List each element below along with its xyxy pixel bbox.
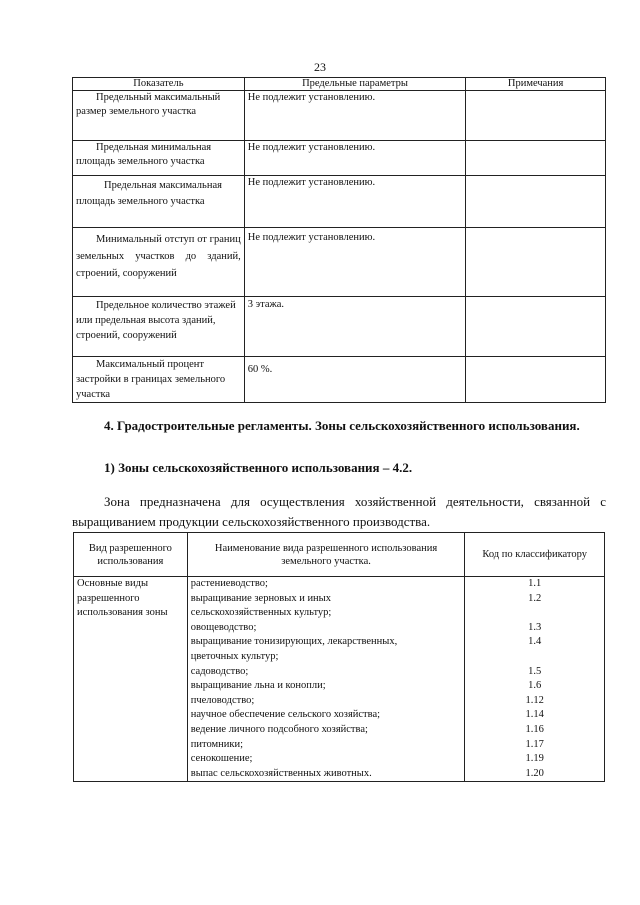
value-cell: 60 %.: [244, 357, 466, 403]
list-item: цветочных культур;: [190, 650, 279, 662]
list-item: выращивание льна и конопли;: [190, 680, 326, 692]
classifier-code: 1.5: [528, 665, 542, 677]
table-row: [73, 228, 606, 297]
indicator-cell: Предельное количество этажей или предельная высота зданий, строений, сооружений: [73, 297, 245, 357]
list-item: выпас сельскохозяйственных животных.: [190, 767, 372, 779]
parameters-table: [72, 77, 606, 403]
header-classifier-code: Код по классификатору: [465, 533, 605, 577]
indicator-cell: Предельный максимальный размер земельного участка: [73, 91, 245, 141]
classifier-code: 1.19: [525, 753, 544, 765]
classifier-code: 1.12: [525, 694, 544, 706]
value-cell: Не подлежит установлению.: [244, 228, 466, 297]
list-item: овощеводство;: [190, 621, 257, 633]
subsection-heading: 1) Зоны сельскохозяйственного использования – 4.2.: [104, 460, 413, 475]
table-row: [73, 141, 606, 176]
classifier-code: 1.6: [528, 680, 542, 692]
note-cell: [466, 297, 606, 357]
header-notes: Примечания: [466, 78, 606, 91]
codes-cell: [465, 577, 605, 782]
note-cell: [466, 228, 606, 297]
list-item: сельскохозяйственных культур;: [190, 607, 332, 619]
list-item: садоводство;: [190, 665, 249, 677]
list-item: научное обеспечение сельского хозяйства;: [190, 709, 381, 721]
classifier-code: 1.17: [525, 738, 544, 750]
permitted-uses-table: [73, 532, 605, 782]
list-item: ведение личного подсобного хозяйства;: [190, 723, 368, 735]
table-row: [73, 357, 606, 403]
indicator-cell: Минимальный отступ от границ земельных участков до зданий, строений, сооружений: [73, 228, 245, 297]
note-cell: [466, 141, 606, 176]
classifier-code: 1.1: [528, 578, 542, 589]
intro-paragraph: Зона предназначена для осуществления хозяйственной деятельности, связанной с выращиванием продукции сельскохозяйственного производства.: [72, 494, 606, 529]
list-item: сенокошение;: [190, 753, 253, 765]
classifier-code: 1.16: [525, 723, 544, 735]
classifier-code: 1.3: [528, 621, 542, 633]
classifier-code: 1.4: [528, 636, 542, 648]
page-number: 23: [314, 60, 326, 74]
use-names-cell: [187, 577, 465, 782]
classifier-code: [468, 650, 601, 665]
header-parameters: Предельные параметры: [244, 78, 466, 91]
header-use-type: Вид разрешенного использования: [74, 533, 188, 577]
table-row: [74, 577, 605, 782]
table-row: [73, 91, 606, 141]
value-cell: 3 этажа.: [244, 297, 466, 357]
note-cell: [466, 176, 606, 228]
list-item: пчеловодство;: [190, 694, 255, 706]
value-cell: Не подлежит установлению.: [244, 141, 466, 176]
note-cell: [466, 357, 606, 403]
indicator-cell: Предельная минимальная площадь земельного участка: [73, 141, 245, 176]
classifier-code: 1.2: [528, 592, 542, 604]
list-item: растениеводство;: [190, 578, 268, 589]
header-indicator: Показатель: [73, 78, 245, 91]
use-category-cell: Основные виды разрешенного использования зоны: [74, 577, 188, 782]
indicator-cell: Максимальный процент застройки в границах земельного участка: [73, 357, 245, 403]
value-cell: Не подлежит установлению.: [244, 91, 466, 141]
header-use-name: Наименование вида разрешенного использования земельного участка.: [187, 533, 465, 577]
list-item: выращивание зерновых и иных: [190, 592, 331, 604]
classifier-code: [468, 606, 601, 621]
list-item: выращивание тонизирующих, лекарственных,: [190, 636, 398, 648]
indicator-cell: Предельная максимальная площадь земельного участка: [73, 176, 245, 228]
classifier-code: 1.14: [525, 709, 544, 721]
note-cell: [466, 91, 606, 141]
section-heading: 4. Градостроительные регламенты. Зоны сельскохозяйственного использования.: [104, 418, 580, 433]
table-row: [73, 297, 606, 357]
list-item: питомники;: [190, 738, 244, 750]
value-cell: Не подлежит установлению.: [244, 176, 466, 228]
classifier-code: 1.20: [525, 767, 544, 779]
table-row: [73, 176, 606, 228]
